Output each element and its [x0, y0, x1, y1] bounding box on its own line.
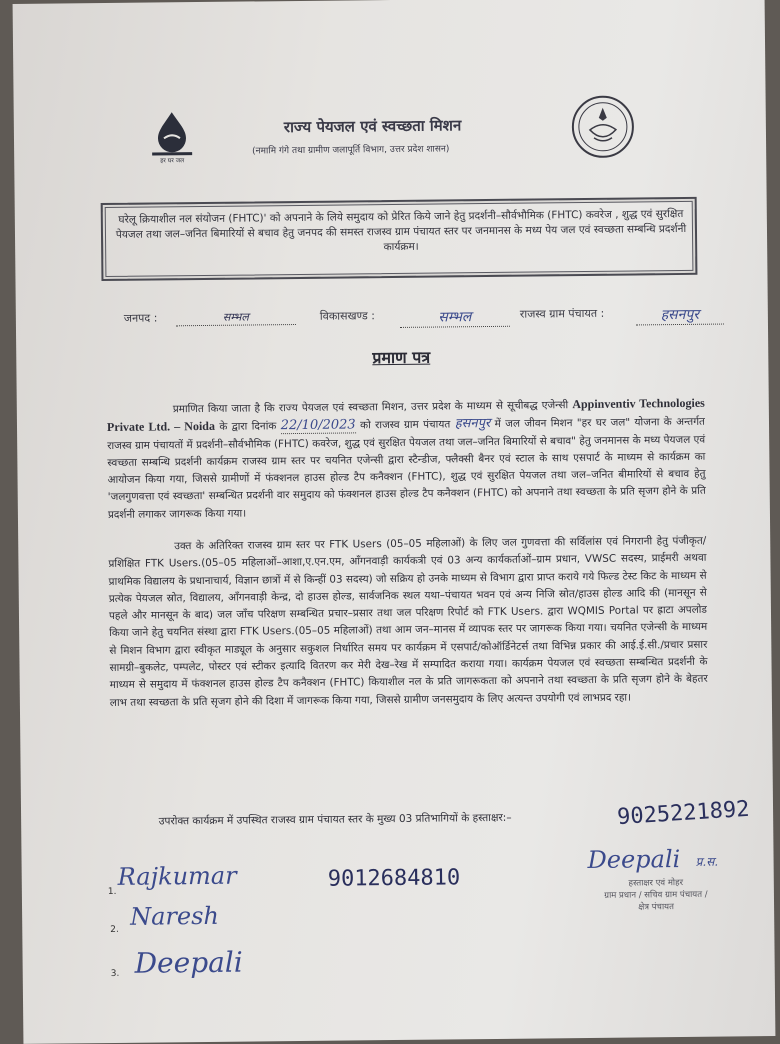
certificate-sheet [13, 0, 776, 1044]
department-subtitle: (नमामि गंगे तथा ग्रामीण जलापूर्ति विभाग, उत्तर प्रदेश शासन) [252, 144, 450, 157]
participant-3-index: 3. [110, 968, 120, 979]
up-govt-emblem-icon [570, 93, 637, 160]
har-ghar-jal-logo-icon [142, 108, 203, 165]
signature-stamp [576, 876, 736, 914]
para1-text-a: प्रमाणित किया जाता है कि राज्य पेयजल एवं स्वच्छता मिशन, उत्तर प्रदेश के माध्यम से सूचीबद्ध एजेन्सी [172, 399, 569, 416]
program-date: 22/10/2023 [280, 417, 356, 434]
para1-text-c: को राजस्व ग्राम पंचायत [359, 418, 451, 432]
participant-1-index: 1. [107, 886, 117, 898]
village-label: राजस्व ग्राम पंचायत : [519, 306, 605, 321]
para2-text: उक्त के अतिरिक्त राजस्व ग्राम स्तर पर FTK Users (05–05 महिलाओं) के लिए जल गुणवत्ता की सर्विलांस एवं निगरानी हेतु पंजीकृत/प्रशिक्षित FTK Users.(05–05 महिलाओं–आशा,ए.एन.एम, आँगनवाड़ी कार्यकत्री एवं 03 अन्य कार्यकर्ताओं–ग्राम प्रधान, VWSC सदस्य, प्राईमरी अथवा प्राथमिक विद्यालय के प्रधानाचार्य, विज्ञान छात्रों में से किन्हीं 03 सदस्य) जो सक्रिय हो उनके माध्यम से विभाग द्वारा प्राप्त कराये गये फिल्ड टेस्ट किट के माध्यम से प्रत्येक पेयजल स्रोत, विद्यालय, आँगनवाड़ी केन्द्र, दो हाउस होल्ड, सार्वजनिक स्थल यथा–पंचायत भवन एवं अन्य निजि स्रोत/हाउस होल्ड आदि की (मानसून से पहले और मानसून के बाद) जल जाँच परिक्षण सम्बन्धित प्रचार–प्रसार तथा जल परिक्षण रिपोर्ट को FTK Users. द्वारा WQMIS Portal पर ह्राटा अपलोड किया जाने हेतु चयनित संस्था द्वारा FTK Users.(05–05 महिलाओं) तथा आम जन–मानस में व्यापक स्तर पर जागरूक किया गया। चयनित एजेन्सी के माध्यम से मिशन विभाग द्वारा स्वीकृत माड्यूल के अनुसार सकुशल निर्धारित समय पर कार्यक्रम में एसपार्ट/कोऑर्डिनेटर्स तथा विभिन्न प्रकार की आई.ई.सी./प्रचार प्रसार सामग्री–बुकलेट, पम्पलेट, पोस्टर एवं स्टीकर इत्यादि वितरण कर मेरी देख–रेख में सम्पादित कराया गया। कार्यक्रम पेयजल एवं स्वच्छता सम्बन्धित प्रदर्शनी के माध्यम से समुदाय में फंक्शनल हाउस होल्ड टैप कनैक्शन (FHTC) कियाशील नल के प्रति जागरूकता को अपनाने तथा स्वच्छता के प्रति सृजग होने के बेहतर लाभ तथा स्वच्छता के प्रति सृजग होने की दिशा में जागरूक किया गया, जिससे ग्रामीण जनसमुदाय के लिए अत्यन्त उपयोगी एवं लाभप्रद रहा। [108, 534, 708, 709]
participant-1-signature: Rajkumar [117, 861, 237, 891]
district-value: सम्भल [176, 309, 296, 326]
mission-title: राज्य पेयजल एवं स्वच्छता मिशन [283, 116, 462, 137]
block-label: विकासखण्ड : [319, 309, 375, 323]
agency-name: Appinventiv Technologies Private Ltd. – Noida [106, 395, 705, 435]
certificate-title: प्रमाण पत्र [372, 347, 431, 368]
village-value: हसनपुर [636, 305, 724, 326]
program-banner-text: घरेलू क्रियाशील नल संयोजन (FHTC)' को अपनाने के लिये समुदाय को प्रेरित किये जाने हेतु प्रदर्शनी–सौर्वभौमिक (FHTC) कवरेज , शुद्ध एवं सुरक्षित पेयजल तथा जल–जनित बिमारियों से बचाव हेतु जनपद की समस्त राजस्व ग्राम पंचायत स्तर पर जनमानस के मध्य पेय जल एवं स्वच्छता सम्बन्धि प्रदर्शनी कार्यक्रम। [115, 207, 687, 254]
para1-text-b: के द्वारा दिनांक [219, 420, 277, 434]
certificate-paragraph-1 [107, 395, 706, 524]
top-phone-number: 9025221892 [616, 796, 751, 831]
participant-3-signature: Deepali [134, 945, 243, 980]
village-handwritten: हसनपुर [454, 416, 491, 432]
signatures-heading: उपरोक्त कार्यक्रम में उपस्थित राजस्व ग्राम पंचायत स्तर के मुख्य 03 प्रतिभागियों के हस्ताक्षर:– [158, 811, 512, 828]
participant-2-index: 2. [110, 924, 119, 935]
stamp-line-2: ग्राम प्रधान / सचिव ग्राम पंचायत / [604, 889, 708, 901]
stamp-line-1: हस्ताक्षर एवं मोहर [628, 877, 684, 889]
pradhan-suffix: प्र.स. [695, 854, 719, 869]
participant-1-phone: 9012684810 [327, 865, 461, 892]
participant-2-signature: Naresh [129, 901, 220, 931]
logo-caption: हर घर जल [160, 157, 185, 165]
para1-text-d: में जल जीवन मिशन "हर घर जल" योजना के अन्तर्गत राजस्व ग्राम पंचायतों में प्रदर्शनी–सौर्वभौमिक (FHTC) कवरेज, शुद्ध एवं सुरक्षित पेयजल तथा जल–जनित बिमारियों से बचाव" हेतु जनमानस के मध्य पेयजल एवं स्वच्छता सम्बन्धि प्रदर्शनी कार्यक्रम राजस्व ग्राम स्तर पर चयनित एजेन्सी द्वारा स्टैन्डीज, फ्लैक्सी बैनर एवं स्टाल के साथ एसपार्ट के माध्यम से कार्यक्रम का आयोजन किया गया, जिससे ग्रामीणों में फंक्शनल हाउस होल्ड टैप कनैक्शन (FHTC), शुद्ध एवं सुरक्षित पेयजल तथा जल–जनित बीमारियों से बचाव हेतु 'जलगुणवत्ता एवं स्वच्छता' सम्बन्धित प्रदर्शनी वार समुदाय को फंक्शनल हाउस होल्ड टैप कनैक्शन (FHTC) को अपनाने तथा स्वच्छता के प्रति सृजग होने के प्रति प्रदर्शनी लगाकर जागरूक किया गया। [107, 416, 706, 521]
block-value: सम्भल [400, 307, 510, 328]
district-label: जनपद : [123, 311, 158, 325]
certificate-paragraph-2 [108, 533, 708, 712]
stamp-line-3: क्षेत्र पंचायत [638, 902, 674, 913]
pradhan-signature: Deepali [587, 845, 681, 874]
